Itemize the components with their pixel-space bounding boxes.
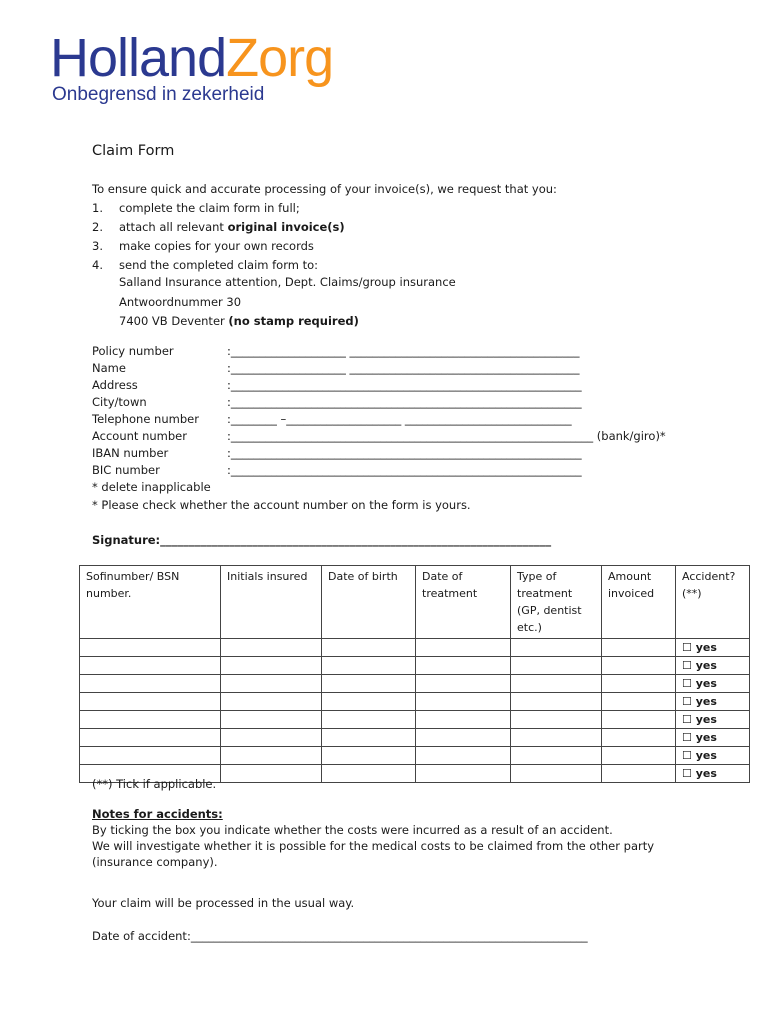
table-cell[interactable] xyxy=(80,747,221,765)
table-cell[interactable] xyxy=(602,657,676,675)
instruction-step: 2. attach all relevant original invoice(s) xyxy=(92,220,345,234)
personal-details xyxy=(92,343,666,479)
notes-heading: Notes for accidents: xyxy=(92,807,223,821)
table-cell[interactable] xyxy=(602,711,676,729)
instruction-step: 3. make copies for your own records xyxy=(92,239,314,253)
table-header-row xyxy=(80,566,750,639)
processing-note: Your claim will be processed in the usual way. xyxy=(92,896,355,910)
table-cell[interactable] xyxy=(80,693,221,711)
intro-text: To ensure quick and accurate processing of your invoice(s), we request that you: xyxy=(92,182,557,196)
table-cell[interactable] xyxy=(80,729,221,747)
logo-wordmark: HollandZorg xyxy=(50,28,334,88)
table-cell[interactable] xyxy=(511,639,602,657)
logo-tagline: Onbegrensd in zekerheid xyxy=(52,84,265,105)
header-date-of-birth: Date of birth xyxy=(322,566,416,639)
field-bic[interactable]: BIC number :_____________________________________________________________ xyxy=(92,463,582,477)
table-cell[interactable] xyxy=(511,747,602,765)
table-cell[interactable] xyxy=(322,711,416,729)
table-cell[interactable] xyxy=(602,675,676,693)
accident-yes-checkbox[interactable]: ☐ yes xyxy=(676,675,750,693)
accident-yes-checkbox[interactable]: ☐ yes xyxy=(676,639,750,657)
table-cell[interactable] xyxy=(416,657,511,675)
signature-line[interactable]: Signature:____________________________________________________________________ xyxy=(92,533,552,547)
table-cell[interactable] xyxy=(602,639,676,657)
hollandzorg-logo xyxy=(50,28,333,106)
table-cell[interactable] xyxy=(602,693,676,711)
claims-table xyxy=(79,565,750,783)
table-cell[interactable] xyxy=(80,711,221,729)
accident-yes-checkbox[interactable]: ☐ yes xyxy=(676,729,750,747)
date-of-accident-line[interactable]: Date of accident:_____________________________________________________________________ xyxy=(92,929,588,943)
table-cell[interactable] xyxy=(322,657,416,675)
table-cell[interactable] xyxy=(221,639,322,657)
table-cell[interactable] xyxy=(80,657,221,675)
table-cell[interactable] xyxy=(511,675,602,693)
table-cell[interactable] xyxy=(322,765,416,783)
tick-note: (**) Tick if applicable. xyxy=(92,777,217,791)
table-cell[interactable] xyxy=(221,711,322,729)
field-policy-number[interactable]: Policy number :____________________ ________________________________________ xyxy=(92,344,580,358)
table-cell[interactable] xyxy=(80,675,221,693)
table-cell[interactable] xyxy=(602,765,676,783)
table-cell[interactable] xyxy=(416,639,511,657)
table-cell[interactable] xyxy=(221,765,322,783)
table-row xyxy=(80,639,750,657)
table-cell[interactable] xyxy=(416,711,511,729)
table-cell[interactable] xyxy=(221,675,322,693)
mailing-address: Salland Insurance attention, Dept. Claims/group insurance Antwoordnummer 30 7400 VB Deventer (no stamp required) xyxy=(119,275,456,328)
form-title: Claim Form xyxy=(92,143,175,159)
accident-yes-checkbox[interactable]: ☐ yes xyxy=(676,765,750,783)
field-telephone[interactable]: Telephone number :________ –____________________ _____________________________ xyxy=(92,412,572,426)
table-row xyxy=(80,711,750,729)
accident-notes: Notes for accidents: By ticking the box you indicate whether the costs were incurred as a result of an accident. We will investigate whether it is possible for the medical costs to be claimed from the other party (insurance company). xyxy=(92,806,712,870)
table-cell[interactable] xyxy=(416,675,511,693)
table-cell[interactable] xyxy=(221,729,322,747)
table-cell[interactable] xyxy=(416,747,511,765)
header-type-of-treatment: Type of treatment (GP, dentist etc.) xyxy=(511,566,602,639)
accident-yes-checkbox[interactable]: ☐ yes xyxy=(676,657,750,675)
table-row xyxy=(80,675,750,693)
table-cell[interactable] xyxy=(322,747,416,765)
instruction-list xyxy=(92,199,345,275)
header-date-of-treatment: Date of treatment xyxy=(416,566,511,639)
table-cell[interactable] xyxy=(602,747,676,765)
header-accident: Accident? (**) xyxy=(676,566,750,639)
table-cell[interactable] xyxy=(511,729,602,747)
field-iban[interactable]: IBAN number :_____________________________________________________________ xyxy=(92,446,582,460)
table-cell[interactable] xyxy=(511,765,602,783)
field-address[interactable]: Address :_____________________________________________________________ xyxy=(92,378,582,392)
accident-yes-checkbox[interactable]: ☐ yes xyxy=(676,711,750,729)
table-cell[interactable] xyxy=(416,729,511,747)
table-cell[interactable] xyxy=(80,639,221,657)
field-city[interactable]: City/town :_____________________________________________________________ xyxy=(92,395,582,409)
instruction-step: 1. complete the claim form in full; xyxy=(92,201,300,215)
table-cell[interactable] xyxy=(416,765,511,783)
claims-table-body xyxy=(80,639,750,783)
table-row xyxy=(80,729,750,747)
table-cell[interactable] xyxy=(511,657,602,675)
header-amount-invoiced: Amount invoiced xyxy=(602,566,676,639)
header-sofinumber: Sofinumber/ BSN number. xyxy=(80,566,221,639)
field-name[interactable]: Name :____________________ ________________________________________ xyxy=(92,361,580,375)
table-cell[interactable] xyxy=(221,657,322,675)
table-row xyxy=(80,657,750,675)
table-cell[interactable] xyxy=(322,693,416,711)
table-cell[interactable] xyxy=(511,693,602,711)
field-account-number[interactable]: Account number :_______________________________________________________________ (bank/giro)* xyxy=(92,429,666,443)
accident-yes-checkbox[interactable]: ☐ yes xyxy=(676,747,750,765)
table-cell[interactable] xyxy=(602,729,676,747)
table-cell[interactable] xyxy=(322,675,416,693)
table-cell[interactable] xyxy=(322,729,416,747)
header-initials: Initials insured xyxy=(221,566,322,639)
footnotes: * delete inapplicable * Please check whether the account number on the form is yours. xyxy=(92,480,471,512)
table-cell[interactable] xyxy=(511,711,602,729)
table-row xyxy=(80,747,750,765)
table-cell[interactable] xyxy=(322,639,416,657)
table-cell[interactable] xyxy=(221,747,322,765)
table-row xyxy=(80,693,750,711)
accident-yes-checkbox[interactable]: ☐ yes xyxy=(676,693,750,711)
table-cell[interactable] xyxy=(221,693,322,711)
instruction-step: 4. send the completed claim form to: xyxy=(92,258,319,272)
table-cell[interactable] xyxy=(416,693,511,711)
